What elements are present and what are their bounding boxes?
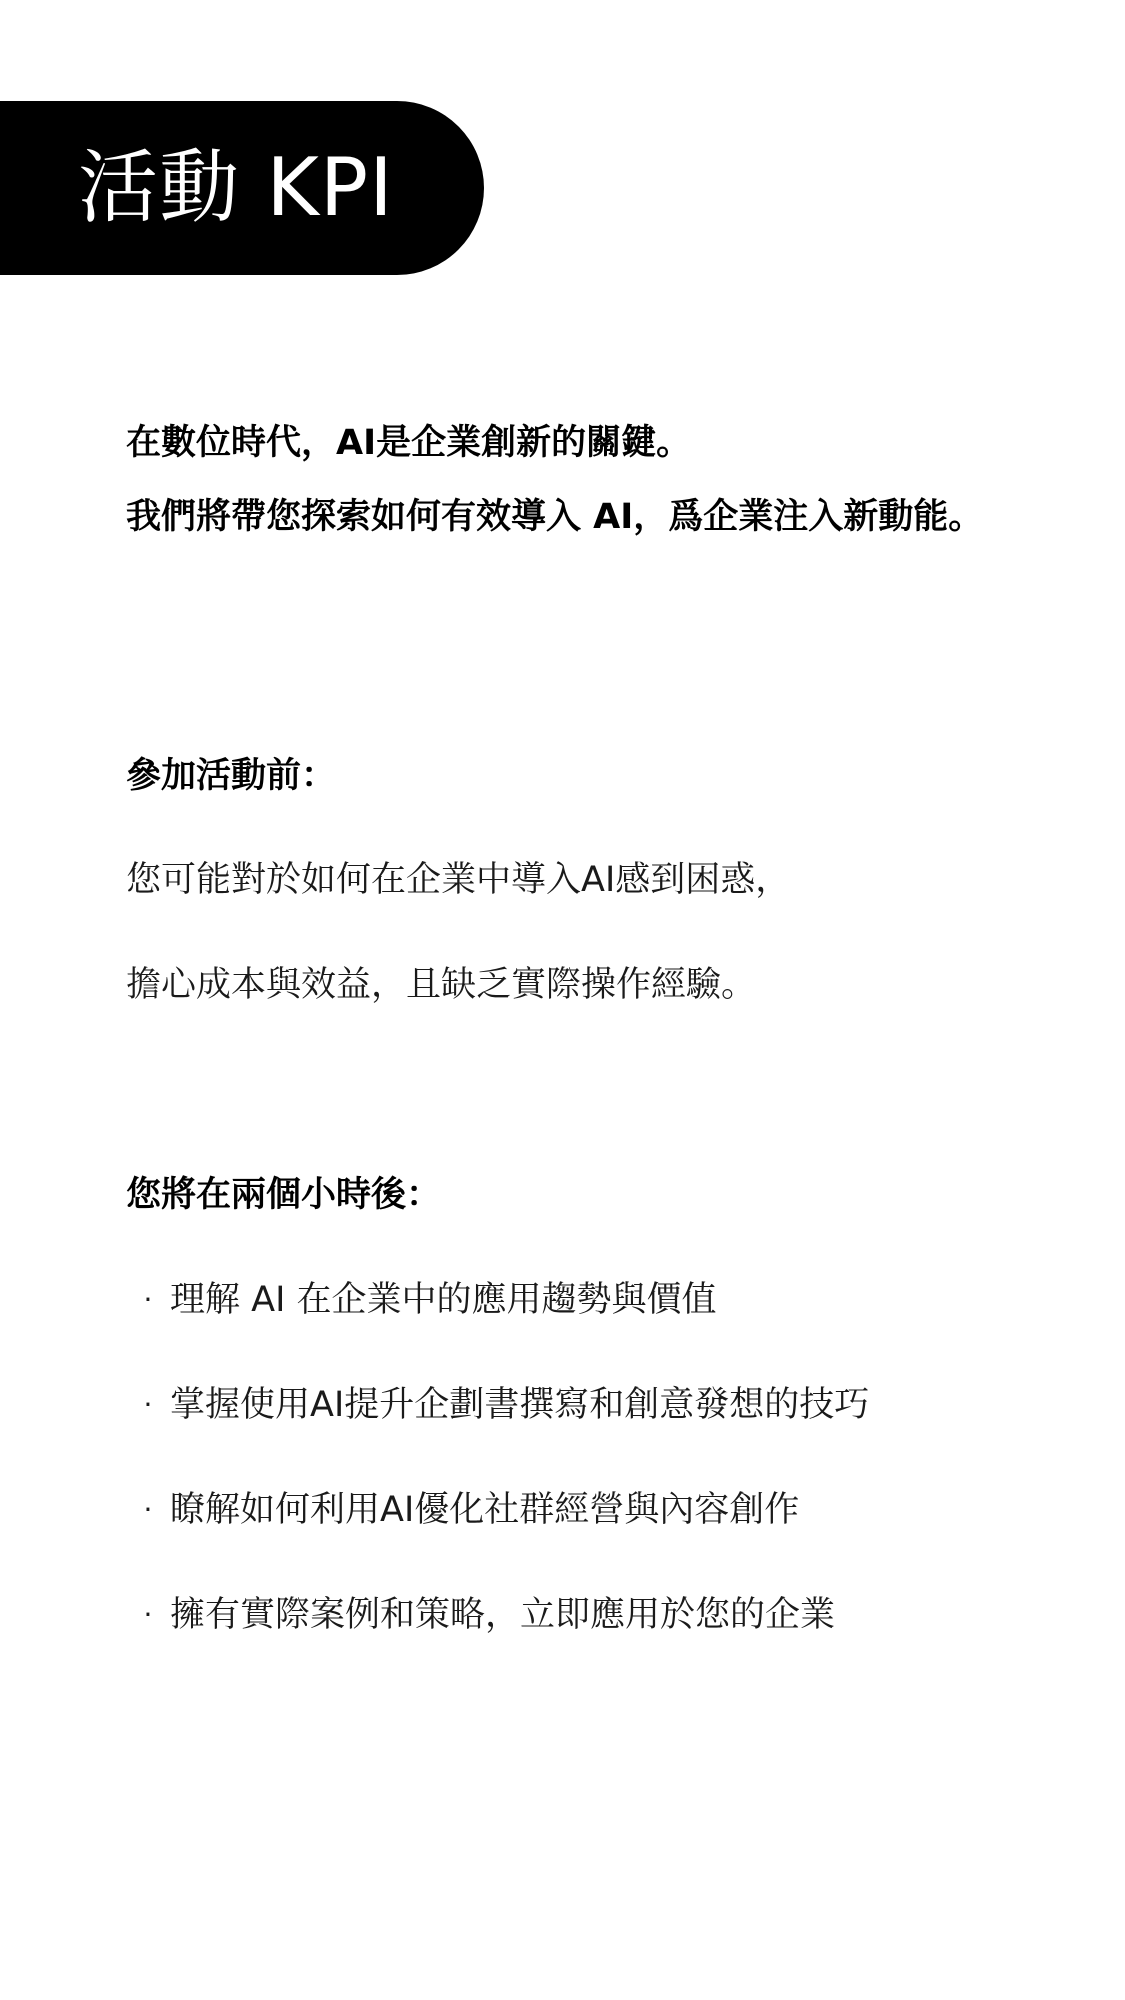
before-section xyxy=(126,752,1086,1009)
after-heading: 您將在兩個小時後： xyxy=(126,1175,442,1215)
list-item xyxy=(126,1276,1086,1324)
benefit-list xyxy=(126,1276,1086,1639)
list-item xyxy=(126,1486,1086,1534)
intro-line: 我們將帶您探索如何有效導入 AI，爲企業注入新動能。 xyxy=(126,497,984,537)
page-title: 活動 KPI xyxy=(78,141,394,234)
list-item-text: 擁有實際案例和策略，立即應用於您的企業 xyxy=(170,1595,836,1635)
bullet-dot-icon: · xyxy=(143,1283,153,1316)
title-banner xyxy=(0,101,484,275)
list-item-text: 理解 AI 在企業中的應用趨勢與價值 xyxy=(170,1280,717,1320)
before-line: 擔心成本與效益，且缺乏實際操作經驗。 xyxy=(126,965,757,1005)
list-item xyxy=(126,1591,1086,1639)
intro-line: 在數位時代，AI是企業創新的關鍵。 xyxy=(126,423,692,463)
before-line: 您可能對於如何在企業中導入AI感到困惑， xyxy=(126,860,791,900)
before-heading: 參加活動前： xyxy=(126,756,337,796)
list-item-text: 掌握使用AI提升企劃書撰寫和創意發想的技巧 xyxy=(170,1385,870,1425)
intro-paragraph xyxy=(126,406,1086,554)
bullet-dot-icon: · xyxy=(143,1493,153,1526)
list-item-text: 瞭解如何利用AI優化社群經營與內容創作 xyxy=(170,1490,800,1530)
bullet-dot-icon: · xyxy=(143,1598,153,1631)
after-section xyxy=(126,1171,1086,1639)
list-item xyxy=(126,1381,1086,1429)
bullet-dot-icon: · xyxy=(143,1388,153,1421)
